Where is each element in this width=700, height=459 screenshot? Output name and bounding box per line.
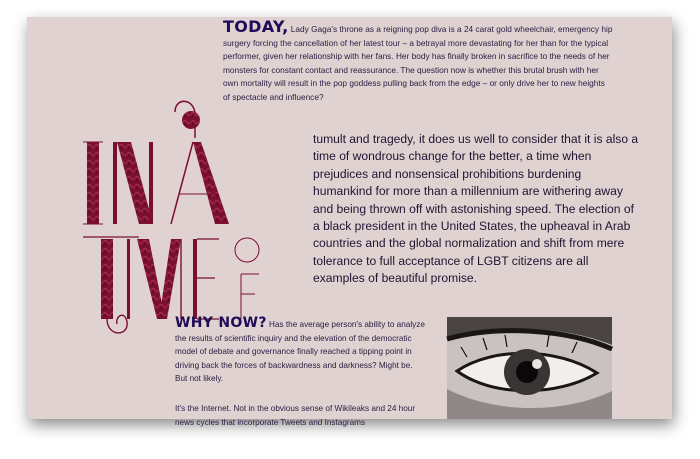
magazine-page [27, 17, 672, 427]
title-letter-e [193, 239, 197, 319]
today-paragraph [223, 17, 613, 105]
title-letter-o [235, 238, 259, 262]
lead-paragraph: tumult and tragedy, it does us well to consider that it is also a time of wondrous change for the better, a time when prejudices and nonsensical prohibitions burdening humankind for more than a millennium are withering away and being thrown off with astonishing speed. The election of a black president in the United States, the upheaval in Arab countries and the global normalization and shift from mere tolerance to full acceptance of LGBT citizens are all examples of beautiful promise. [313, 132, 639, 286]
title-letter-n [113, 142, 117, 224]
title-swirl-dot [182, 111, 200, 129]
eye-drawing-image [447, 317, 612, 419]
why-now-paragraph [175, 317, 427, 386]
title-lettering [79, 102, 284, 337]
title-letter-i [87, 142, 99, 224]
why-kicker: WHY NOW? [175, 315, 267, 331]
today-text: Lady Gaga's throne as a reigning pop diva is a 24 carat gold wheelchair, emergency hip surgery forcing the cancellation of her latest tour – a betrayal more devastating for her than for the typical performer, given her relationship with her fans. Her body has finally broken in sacrifice to the needs of her monsters for constant contact and reassurance. The question now is whether this brutal brush with her own mortality will result in the pop goddess pulling back from the edge – or only drive her to new heights of spectacle and influence? [223, 24, 613, 102]
title-letter-t [101, 239, 113, 319]
internet-paragraph: It's the Internet. Not in the obvious sense of Wikileaks and 24 hour news cycles that incorporate Tweets and Instagrams [175, 404, 416, 427]
title-letter-a [193, 142, 229, 224]
why-text: Has the average person's ability to analyze the results of scientific inquiry and the elevation of the democratic model of debate and governance finally reached a tipping point in driving back the forces of backwardness and darkness? Might be. But not likely. [175, 320, 425, 384]
today-kicker: TODAY, [223, 17, 289, 36]
